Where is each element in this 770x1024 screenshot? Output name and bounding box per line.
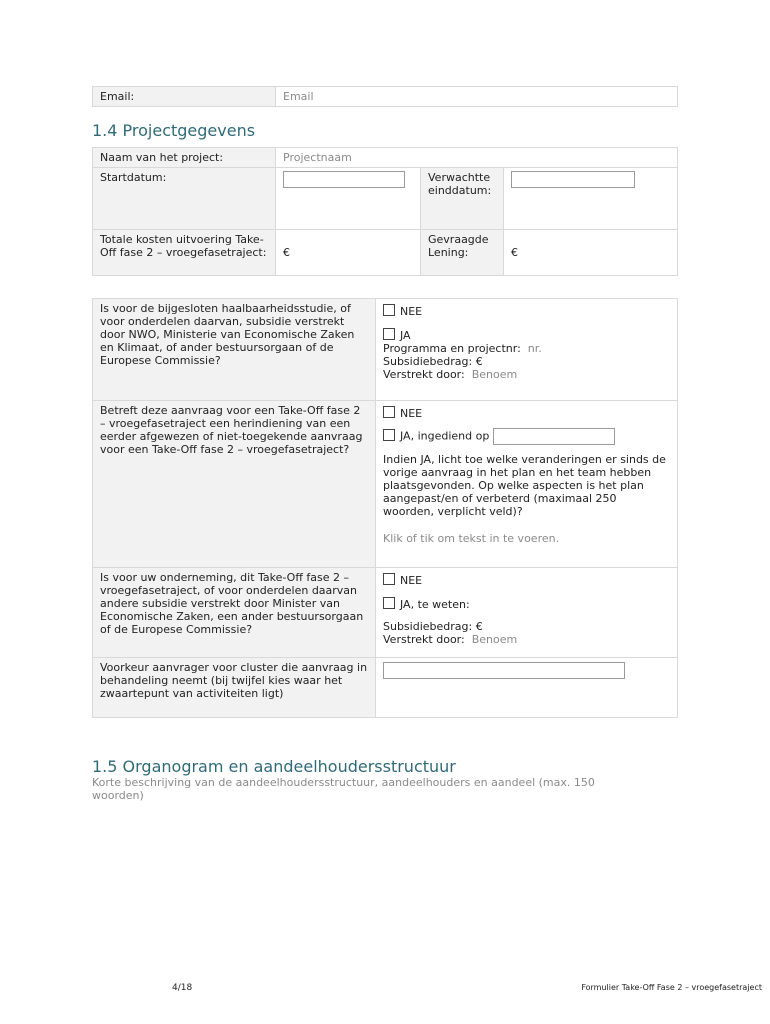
q3-yes-label: JA, te weten: (400, 598, 470, 611)
q4-cluster-select[interactable] (383, 662, 625, 679)
q2-yes-label: JA, ingediend op (400, 429, 490, 443)
loan-label: Gevraagde Lening: (421, 230, 504, 276)
q2-no-label: NEE (400, 407, 423, 420)
q1-by-label: Verstrekt door: (383, 368, 465, 381)
q1-yes-label: JA (400, 329, 411, 342)
page-number: 4/18 (172, 983, 193, 993)
q2-question: Betreft deze aanvraag voor een Take-Off fase 2 – vroegefasetraject een herindiening van een eerder afgewezen of niet-toegekende aanvraag voor een Take-Off fase 2 – vroegefasetraject? (93, 401, 376, 568)
q2-text-input[interactable]: Klik of tik om tekst in te voeren. (383, 532, 560, 545)
q1-program-label: Programma en projectnr: (383, 342, 521, 355)
section-14-title: 1.4 Projectgegevens (92, 121, 256, 140)
section-15-description: Korte beschrijving van de aandeelhoudersstructuur, aandeelhouders en aandeel (max. 150 woorden) (92, 776, 595, 802)
q1-no-checkbox[interactable] (383, 304, 395, 316)
start-date-input[interactable] (283, 171, 405, 188)
project-name-label: Naam van het project: (93, 148, 276, 168)
q4-question: Voorkeur aanvrager voor cluster die aanvraag in behandeling neemt (bij twijfel kies waar het zwaartepunt van activiteiten ligt) (93, 658, 376, 718)
q3-question: Is voor uw onderneming, dit Take-Off fase 2 – vroegefasetraject, of voor onderdelen daarvan andere subsidie verstrekt door Minister van Economische Zaken, een ander bestuursorgaan of de Europese Commissie? (93, 568, 376, 658)
q2-date-input[interactable] (493, 428, 615, 445)
start-date-label: Startdatum: (93, 168, 276, 230)
footer-doc-title: Formulier Take-Off Fase 2 – vroegefasetraject (581, 983, 762, 992)
costs-label: Totale kosten uitvoering Take-Off fase 2 – vroegefasetraject: (93, 230, 276, 276)
end-date-input[interactable] (511, 171, 635, 188)
email-table (92, 86, 678, 107)
q2-yes-checkbox[interactable] (383, 429, 395, 441)
costs-input[interactable]: € (276, 230, 421, 276)
q3-by-label: Verstrekt door: (383, 633, 465, 646)
q1-no-label: NEE (400, 305, 423, 318)
q2-explain: Indien JA, licht toe welke veranderingen er sinds de vorige aanvraag in het plan en het team hebben plaatsgevonden. Op welke aspecten is het plan aangepast/en of verbeterd (maximaal 250 woorden, verplicht veld)? (383, 453, 666, 518)
end-date-label: Verwachtte einddatum: (421, 168, 504, 230)
q3-by-input[interactable]: Benoem (471, 633, 518, 646)
q1-question: Is voor de bijgesloten haalbaarheidsstudie, of voor onderdelen daarvan, subsidie verstrekt door NWO, Ministerie van Economische Zaken en Klimaat, of ander bestuursorgaan of de Europese Commissie? (93, 299, 376, 401)
project-name-input[interactable]: Projectnaam (276, 148, 678, 168)
q1-by-input[interactable]: Benoem (471, 368, 518, 381)
q3-amount-label: Subsidiebedrag: € (383, 620, 483, 633)
q3-no-checkbox[interactable] (383, 573, 395, 585)
q1-amount-label: Subsidiebedrag: € (383, 355, 483, 368)
q3-yes-checkbox[interactable] (383, 597, 395, 609)
questions-table (92, 298, 678, 718)
q3-no-label: NEE (400, 574, 423, 587)
email-label: Email: (93, 87, 276, 107)
section-15-title: 1.5 Organogram en aandeelhoudersstructuur (92, 757, 456, 776)
q1-program-input[interactable]: nr. (527, 342, 542, 355)
q2-no-checkbox[interactable] (383, 406, 395, 418)
email-input[interactable]: Email (276, 87, 678, 107)
loan-input[interactable]: € (504, 230, 678, 276)
project-table (92, 147, 678, 276)
q1-yes-checkbox[interactable] (383, 328, 395, 340)
